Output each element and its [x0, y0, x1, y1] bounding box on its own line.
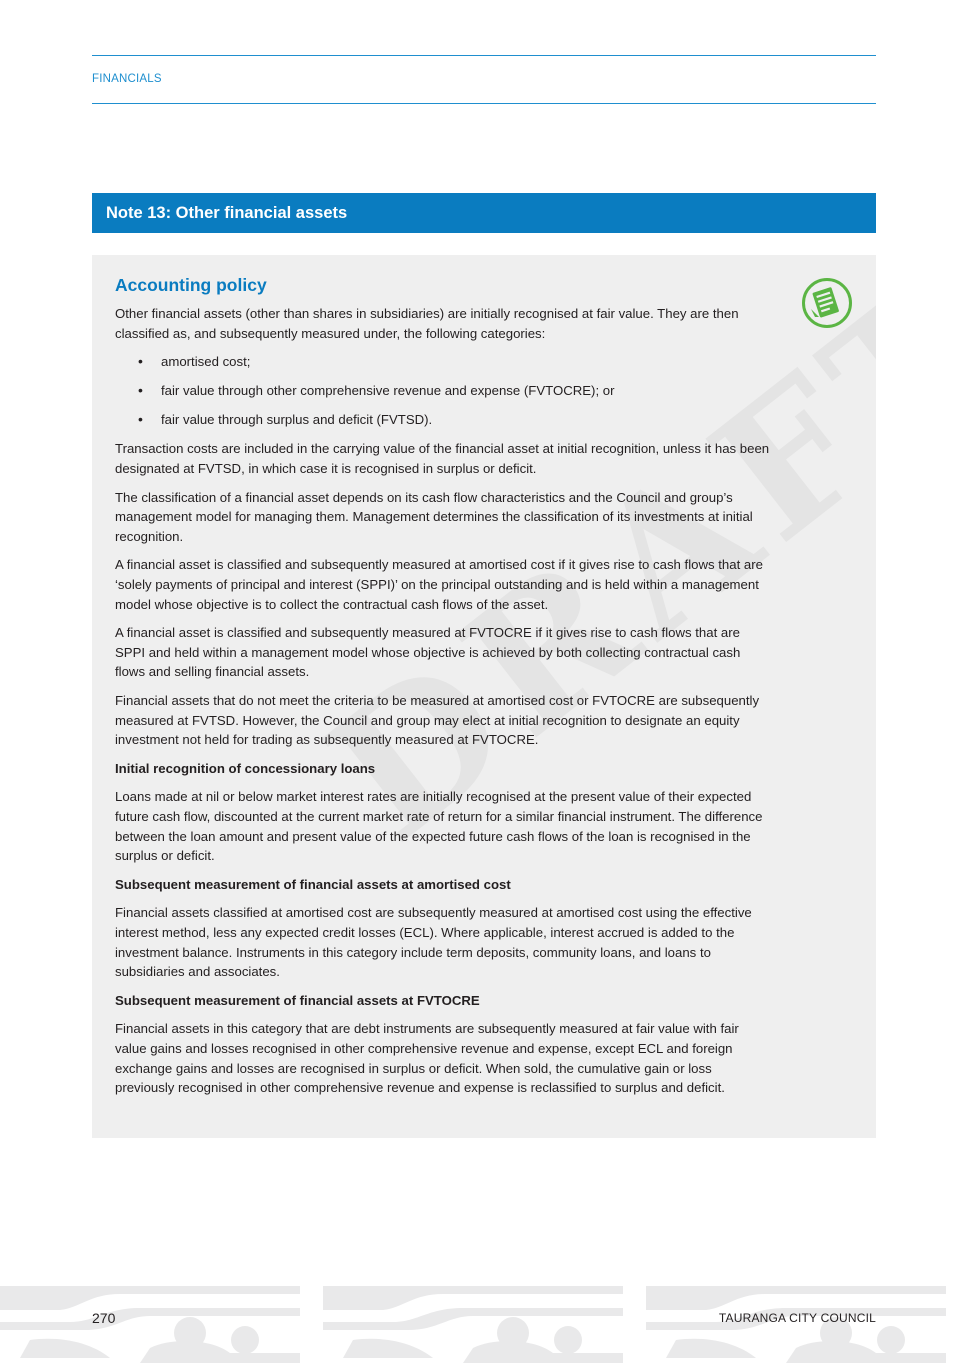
subheading-fvtocre: Subsequent measurement of financial assets at FVTOCRE [115, 992, 480, 1008]
header-rule-bottom [92, 103, 876, 104]
document-checklist-icon [801, 277, 853, 329]
policy-intro: Other financial assets (other than shares in subsidiaries) are initially recognised at fair value. They are then classified as, and subsequently measured under, the following categories: [115, 306, 739, 341]
accounting-policy-box [92, 255, 876, 1138]
policy-heading: Accounting policy [115, 275, 267, 295]
paragraph-classification: The classification of a financial asset depends on its cash flow characteristics and the Council and group’s management model for managing them. Management determines the classification of its investments at initial recognition. [115, 489, 753, 544]
paragraph-fvtsd: Financial assets that do not meet the criteria to be measured at amortised cost or FVTOCRE are subsequently measured at FVTSD. However, the Council and group may elect at initial recognition to designate an equity investment not held for trading as subsequently measured at FVTOCRE. [115, 693, 760, 748]
paragraph-fvtocre: A financial asset is classified and subsequently measured at FVTOCRE if it gives rise to cash flows that are SPPI and held within a management model whose objective is achieved by both collecting contractual cash flows and selling financial assets. [115, 625, 741, 680]
organisation-name: TAURANGA CITY COUNCIL [718, 1311, 876, 1325]
paragraph-amortised-cost: A financial asset is classified and subsequently measured at amortised cost if it gives rise to cash flows that are ‘solely payments of principal and interest (SPPI)’ on the principal outstanding and is held within a management model whose objective is to collect the contractual cash flows of the asset. [115, 557, 763, 612]
section-label: FINANCIALS [92, 73, 162, 85]
header-rule-top [92, 55, 876, 56]
policy-content [115, 274, 770, 1107]
list-item: • fair value through surplus and deficit (FVTSD). [115, 410, 770, 430]
page-number: 270 [92, 1310, 116, 1326]
note-title: Note 13: Other financial assets [106, 203, 348, 222]
category-list [115, 352, 770, 430]
paragraph-concessionary-loans: Loans made at nil or below market interest rates are initially recognised at the present value of their expected future cash flow, discounted at the current market rate of return for a similar financial instrument. The difference between the loan amount and present value of the expected future cash flows of the loan is recognised in the surplus or deficit. [115, 789, 763, 864]
list-item: • fair value through other comprehensive revenue and expense (FVTOCRE); or [115, 381, 770, 401]
subheading-concessionary-loans: Initial recognition of concessionary loans [115, 760, 376, 776]
subheading-amortised-cost: Subsequent measurement of financial assets at amortised cost [115, 876, 511, 892]
list-item: • amortised cost; [115, 352, 770, 372]
paragraph-amortised-cost-measurement: Financial assets classified at amortised cost are subsequently measured at amortised cost using the effective interest method, less any expected credit losses (ECL). Where applicable, interest accrued is added to the investment balance. Instruments in this category include term deposits, community loans, and loans to subsidiaries and associates. [115, 905, 752, 980]
paragraph-fvtocre-measurement: Financial assets in this category that are debt instruments are subsequently measured at fair value with fair value gains and losses recognised in other comprehensive revenue and expense, except ECL and foreign exchange gains and losses are recognised in surplus or deficit. When sold, the cumulative gain or loss previously recognised in other comprehensive revenue and expense is reclassified to surplus and deficit. [115, 1021, 739, 1096]
note-banner [92, 193, 876, 233]
paragraph-transaction-costs: Transaction costs are included in the carrying value of the financial asset at initial recognition, unless it has been designated at FVTSD, in which case it is recognised in surplus or deficit. [115, 441, 770, 477]
